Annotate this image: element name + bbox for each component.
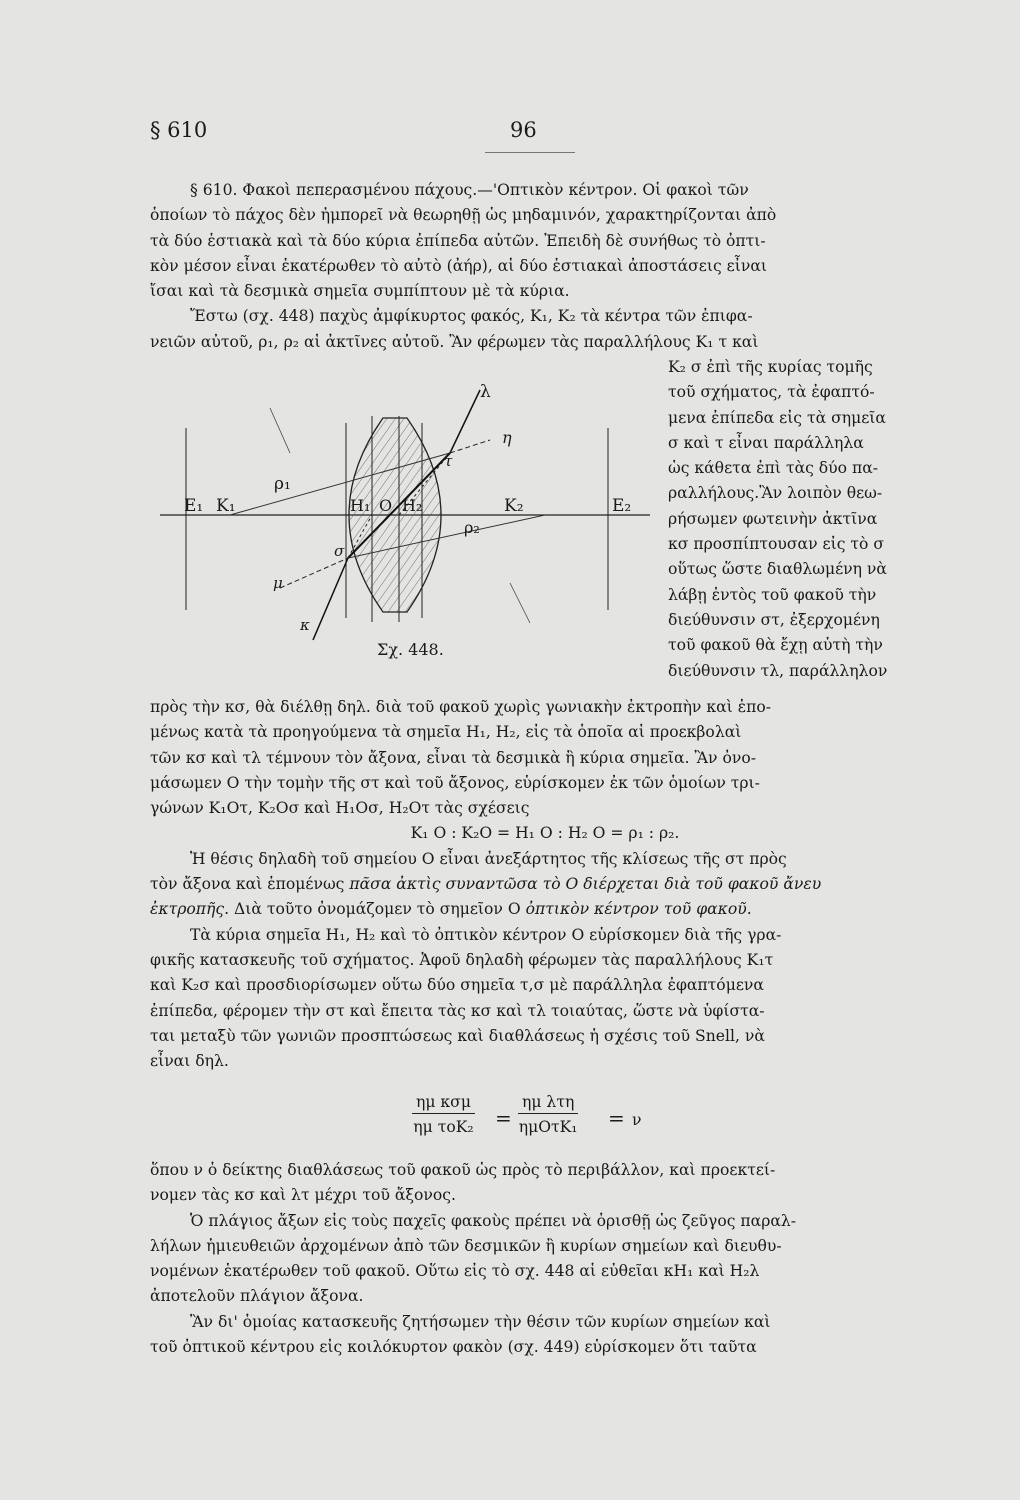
text-line: διεύθυνσιν τλ, παράλληλον [668,661,888,680]
text-line: νομεν τὰς κσ καὶ λτ μέχρι τοῦ ἄξονος. [150,1186,456,1205]
formula-ratio: Κ₁ Ο : Κ₂Ο = Η₁ Ο : Η₂ Ο = ρ₁ : ρ₂. [410,824,680,843]
text-line: Κ₂ σ ἐπὶ τῆς κυρίας τομῆς [668,358,873,376]
text-line: ραλλήλους.Ἂν λοιπὸν θεω- [668,484,883,503]
text-line: Ἂν δι' ὁμοίας κατασκευῆς ζητήσωμεν τὴν θέσιν τῶν κυρίων σημείων καὶ [190,1312,771,1331]
text-run: τὸν ἄξονα καὶ ἑπομένως [150,875,350,894]
text-line: § 610. Φακοὶ πεπερασμένου πάχους.—'Οπτικὸν κέντρον. Οἱ φακοὶ τῶν [190,181,749,199]
text-line: ὡς κάθετα ἐπὶ τὰς δύο πα- [668,459,879,478]
text-line: ρήσωμεν φωτεινὴν ἀκτῖνα [668,509,878,528]
text-line: οὕτως ὥστε διαθλωμένη νὰ [668,560,887,579]
text-run: . Διὰ τοῦτο ὀνομάζομεν τὸ σημεῖον Ο [224,900,526,919]
label-kappa: κ [300,616,310,634]
label-rho2: ρ₂ [464,518,480,537]
text-line: μενα ἐπίπεδα εἰς τὰ σημεῖα [668,408,886,427]
lens-diagram [150,378,660,678]
text-line: μένως κατὰ τὰ προηγούμενα τὰ σημεῖα Η₁, Η₂, εἰς τὰ ὁποῖα αἱ προεκβολαὶ [150,723,742,742]
text-line: Ὁ πλάγιος ἄξων εἰς τοὺς παχεῖς φακοὺς πρέπει νὰ ὁρισθῇ ὡς ζεῦγος παραλ- [190,1211,797,1230]
text-line: Ἡ θέσις δηλαδὴ τοῦ σημείου Ο εἶναι ἀνεξάρτητος τῆς κλίσεως τῆς στ πρὸς [190,849,787,868]
text-line: κσ προσπίπτουσαν εἰς τὸ σ [668,535,885,554]
text-line: γώνων Κ₁Οτ, Κ₂Οσ καὶ Η₁Οσ, Η₂Οτ τὰς σχέσεις [150,799,530,818]
text-line: φικῆς κατασκευῆς τοῦ σχήματος. Ἀφοῦ δηλαδὴ φέρωμεν τὰς παραλλήλους Κ₁τ [150,950,774,969]
label-rho1: ρ₁ [274,474,291,494]
intro-paragraph [150,178,940,355]
text-line: ἀποτελοῦν πλάγιον ἄξονα. [150,1287,364,1306]
section-number: § 610 [150,118,208,142]
header-rule [485,152,575,153]
label-lambda: λ [480,382,491,402]
text-line: λάβῃ ἐντὸς τοῦ φακοῦ τὴν [668,585,877,604]
italic-run: πᾶσα ἀκτὶς συναντῶσα τὸ Ο διέρχεται διὰ τοῦ φακοῦ ἄνευ [349,875,822,894]
fraction-denominator: ημ τοΚ₂ [413,1118,474,1136]
fraction-left [412,1093,475,1136]
text-line: ὁποίων τὸ πάχος δὲν ἠμπορεῖ νὰ θεωρηθῇ ὡς μηδαμινόν, χαρακτηρίζονται ἀπὸ [150,206,777,225]
italic-run: ὀπτικὸν κέντρον τοῦ φακοῦ [525,900,747,919]
label-K1: K₁ [216,496,236,516]
figure-caption: Σχ. 448. [377,640,444,659]
text-line: ὅπου ν ὁ δείκτης διαθλάσεως τοῦ φακοῦ ὡς πρὸς τὸ περιβάλλον, καὶ προεκτεί- [150,1161,776,1179]
text-line: λήλων ἡμιευθειῶν ἀρχομένων ἀπὸ τῶν δεσμικῶν ἢ κυρίων σημείων καὶ διευθυ- [150,1236,782,1255]
label-mu: μ [273,574,283,592]
text-line: διεύθυνσιν στ, ἐξερχομένη [668,610,880,629]
text-line [150,872,940,897]
text-line: Ἔστω (σχ. 448) παχὺς ἀμφίκυρτος φακός, Κ₁, Κ₂ τὰ κέντρα τῶν ἐπιφα- [190,307,753,326]
closing-paragraphs [150,1158,940,1360]
text-run: . [746,900,752,919]
label-eta: η [502,428,512,447]
text-line: ται μεταξὺ τῶν γωνιῶν προσπτώσεως καὶ διαθλάσεως ἡ σχέσις τοῦ Snell, νὰ [150,1026,765,1045]
text-line: τῶν κσ καὶ τλ τέμνουν τὸν ἄξονα, εἶναι τὰ δεσμικὰ ἢ κύρια σημεῖα. Ἂν ὀνο- [150,748,756,767]
text-line [150,897,940,922]
text-line: Τὰ κύρια σημεῖα Η₁, Η₂ καὶ τὸ ὀπτικὸν κέντρον Ο εὑρίσκομεν διὰ τῆς γρα- [190,925,782,944]
italic-run: ἐκτροπῆς [150,900,225,919]
text-line: ἴσαι καὶ τὰ δεσμικὰ σημεῖα συμπίπτουν μὲ τὰ κύρια. [150,282,570,301]
text-line: τοῦ σχήματος, τὰ ἐφαπτό- [668,383,875,402]
snell-formula [150,1093,940,1149]
label-K2: K₂ [504,496,524,516]
equals-sign: = [608,1106,625,1130]
label-sigma: σ [334,542,345,560]
equals-sign: = [495,1106,512,1130]
text-line: νομένων ἑκατέρωθεν τοῦ φακοῦ. Οὕτω εἰς τὸ σχ. 448 αἱ εὐθεῖαι κΗ₁ καὶ Η₂λ [150,1262,760,1281]
text-line: νειῶν αὐτοῦ, ρ₁, ρ₂ αἱ ἀκτῖνες αὐτοῦ. Ἂν φέρωμεν τὰς παραλλήλους Κ₁ τ καὶ [150,332,759,351]
page-number: 96 [510,118,537,142]
text-line: εἶναι δηλ. [150,1052,229,1071]
text-line: κὸν μέσον εἶναι ἑκατέρωθεν τὸ αὐτὸ (ἀήρ), αἱ δύο ἑστιακαὶ ἀποστάσεις εἶναι [150,256,767,275]
body-paragraphs [150,695,940,1074]
label-H1: H₁ [350,496,371,515]
label-E1: E₁ [184,496,204,516]
fraction-right [518,1093,578,1136]
fraction-numerator: ημ λτη [518,1093,578,1114]
text-line: τὰ δύο ἑστιακὰ καὶ τὰ δύο κύρια ἐπίπεδα αὐτῶν. Ἐπειδὴ δὲ συνήθως τὸ ὀπτι- [150,231,766,250]
text-line: μάσωμεν Ο τὴν τομὴν τῆς στ καὶ τοῦ ἄξονος, εὑρίσκομεν ἐκ τῶν ὁμοίων τρι- [150,773,760,792]
figure-448 [150,378,660,678]
text-line: καὶ Κ₂σ καὶ προσδιορίσωμεν οὕτω δύο σημεῖα τ,σ μὲ παράλληλα ἐφαπτόμενα [150,976,764,995]
fraction-numerator: ημ κσμ [412,1093,475,1114]
page-header [150,118,940,154]
fraction-denominator: ημΟτΚ₁ [518,1118,578,1136]
text-line: τοῦ ὀπτικοῦ κέντρου εἰς κοιλόκυρτον φακὸν (σχ. 449) εὑρίσκομεν ὅτι ταῦτα [150,1338,757,1357]
label-E2: E₂ [612,496,632,516]
label-tau: τ [444,452,453,470]
refractive-index-symbol: ν [632,1111,642,1129]
text-line: σ καὶ τ εἶναι παράλληλα [668,433,864,452]
wrapped-paragraph [668,355,940,684]
text-line: ἐπίπεδα, φέρομεν τὴν στ καὶ ἔπειτα τὰς κσ καὶ τλ τοιαύτας, ὥστε νὰ ὑφίστα- [150,1001,765,1020]
label-O: O [379,496,393,515]
label-H2: H₂ [402,496,423,515]
text-line: τοῦ φακοῦ θὰ ἔχῃ αὐτὴ τὴν [668,636,883,655]
text-line: πρὸς τὴν κσ, θὰ διέλθῃ δηλ. διὰ τοῦ φακοῦ χωρὶς γωνιακὴν ἐκτροπὴν καὶ ἑπο- [150,698,771,716]
